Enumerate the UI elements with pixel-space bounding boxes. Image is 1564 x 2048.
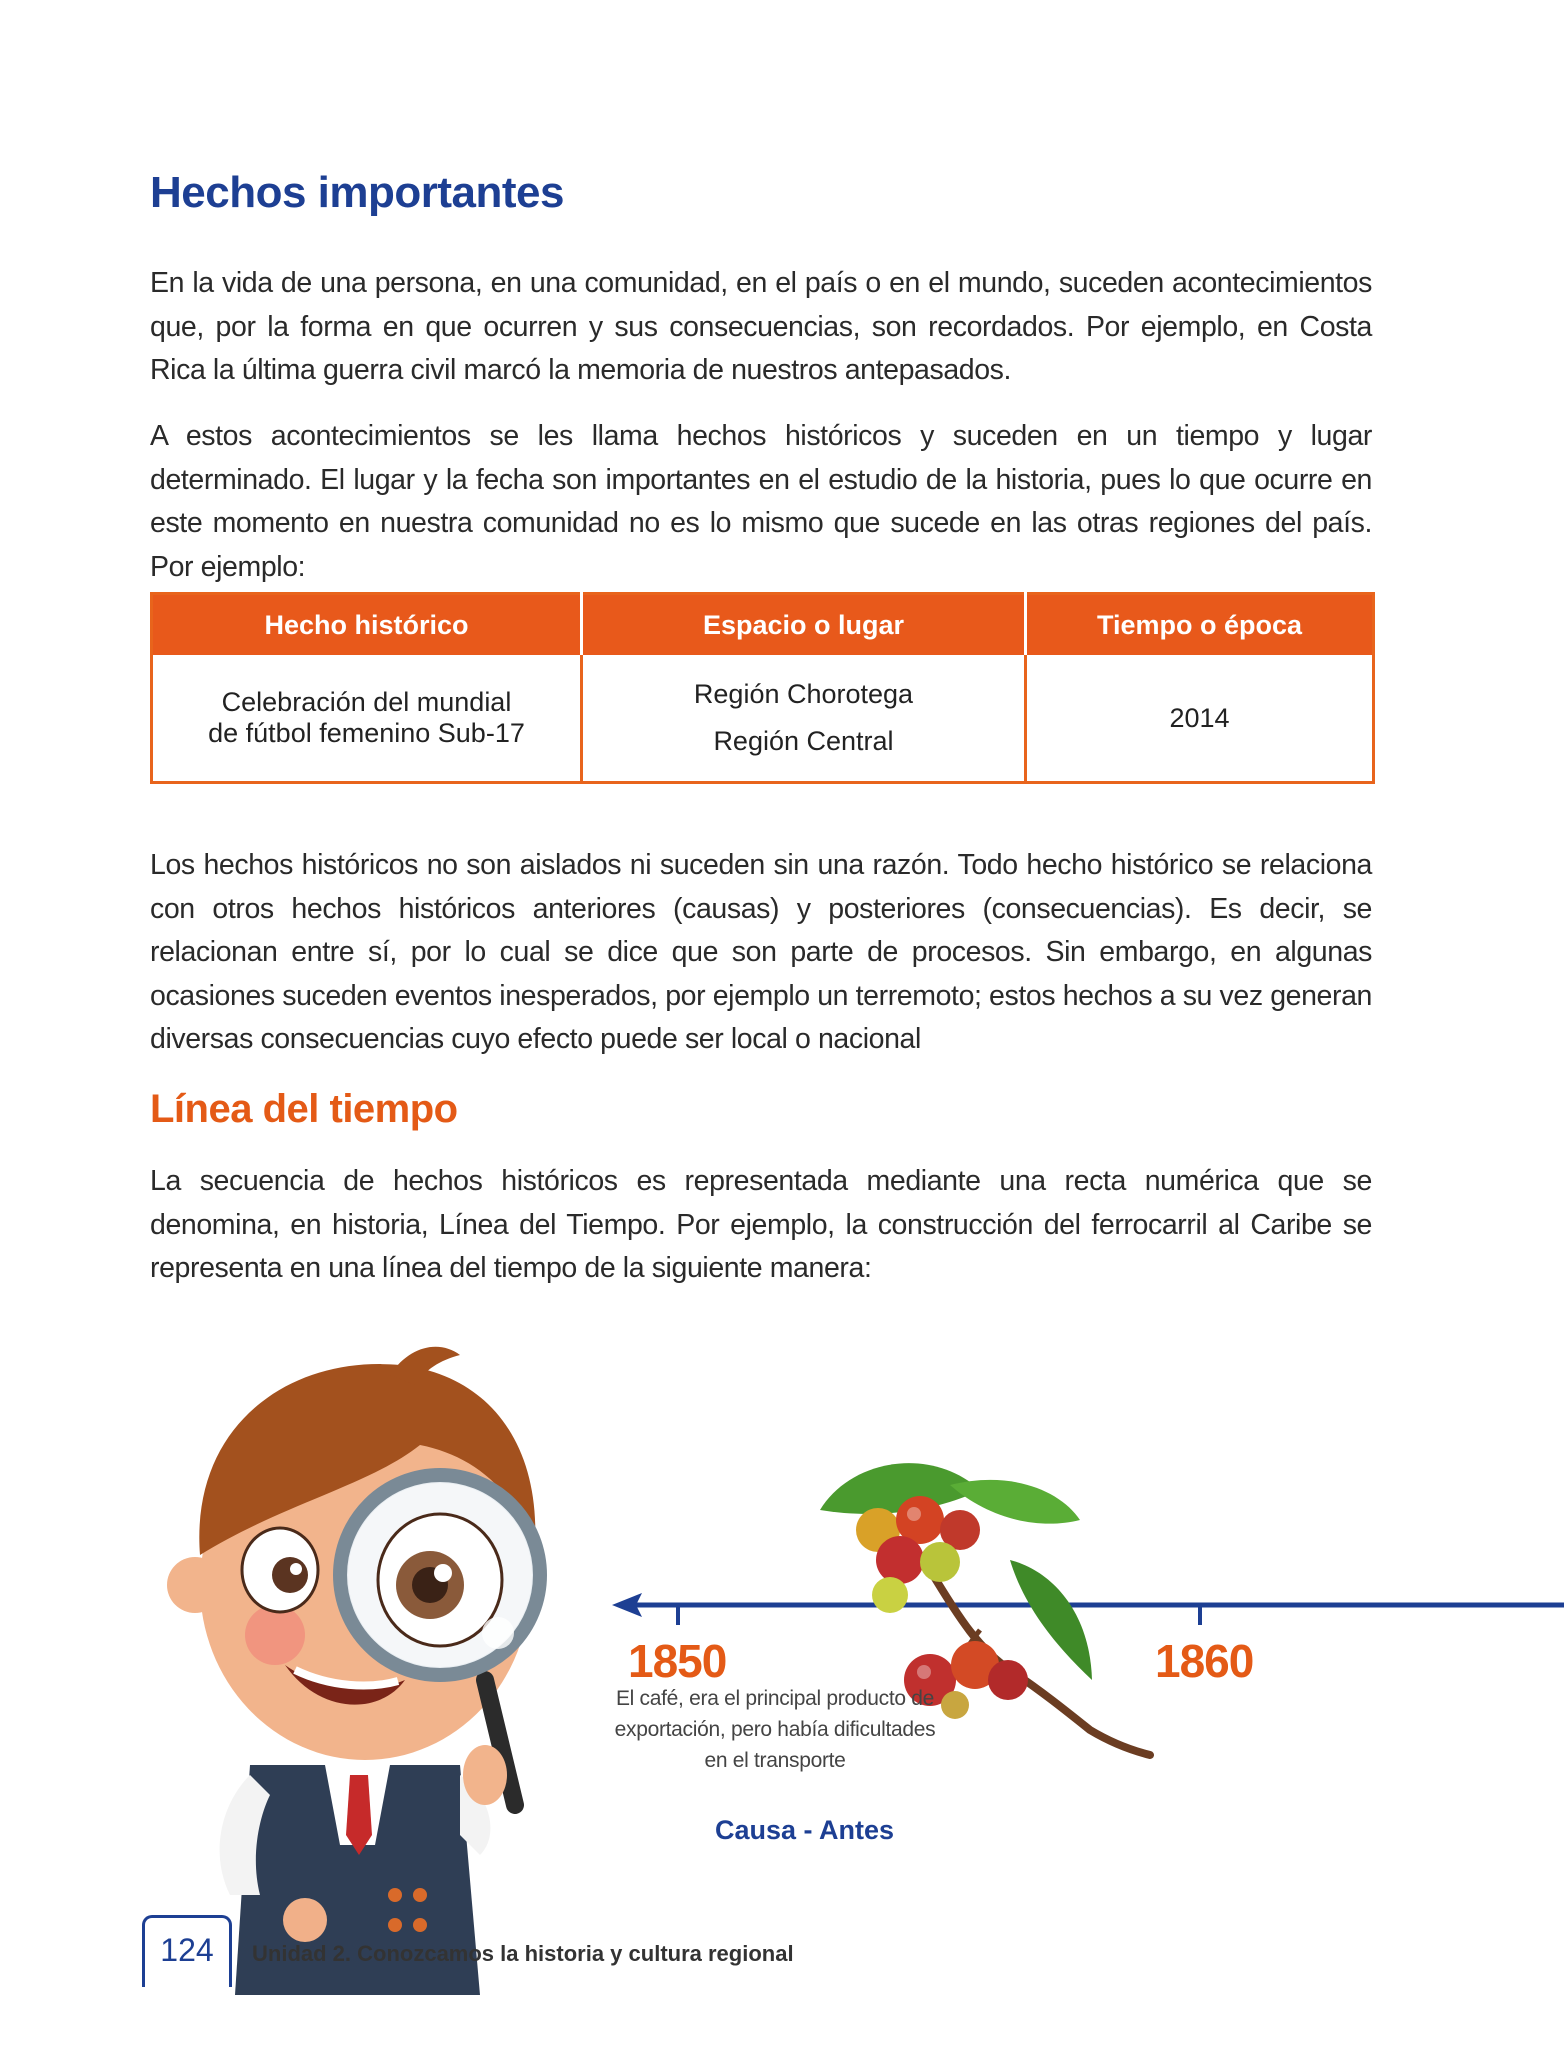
note-line-3: en el transporte xyxy=(704,1749,846,1772)
note-line-1: El café, era el principal producto de xyxy=(615,1687,935,1710)
historical-facts-table xyxy=(150,592,1375,784)
header-time: Tiempo o época xyxy=(1026,594,1374,656)
place-central: Región Central xyxy=(713,726,894,756)
cause-label: Causa - Antes xyxy=(715,1815,895,1845)
place-chorotega: Región Chorotega xyxy=(693,679,914,709)
boy-with-magnifier xyxy=(140,1335,600,1995)
unit-title: Conozcamos la historia y cultura regional xyxy=(357,1941,794,1966)
timeline-paragraph: La secuencia de hechos históricos es representada mediante una recta numérica que se denomina, en historia, Línea del Tiempo. Por ejemplo, la construcción del ferrocarril al Caribe se representa en una línea del tiempo de la siguiente manera: xyxy=(150,1165,1372,1284)
event-line-1: Celebración del mundial xyxy=(221,687,512,717)
definition-paragraph: A estos acontecimientos se les llama hechos históricos y suceden en un tiempo y lugar determinado. El lugar y la fecha son importantes en el estudio de la historia, pues lo que ocurre en este momento en nuestra comunidad no es lo mismo que sucede en las otras regiones del país. Por ejemplo: xyxy=(150,420,1372,583)
timeline-heading: Línea del tiempo xyxy=(150,1087,458,1131)
process-paragraph: Los hechos históricos no son aislados ni suceden sin una razón. Todo hecho histórico se relaciona con otros hechos históricos anteriores (causas) y posteriores (consecuencias). Es decir, se relacionan entre sí, por lo cual se dice que son parte de procesos. Sin embargo, en algunas ocasiones suceden eventos inesperados, por ejemplo un terremoto; estos hechos a su vez generan diversas consecuencias cuyo efecto puede ser local o nacional xyxy=(150,849,1372,1055)
note-line-2: exportación, pero había dificultades xyxy=(614,1718,936,1741)
cell-place xyxy=(582,655,1026,783)
event-line-2: de fútbol femenino Sub-17 xyxy=(208,718,525,748)
intro-paragraph: En la vida de una persona, en una comunidad, en el país o en el mundo, suceden acontecimientos que, por la forma en que ocurren y sus consecuencias, son recordados. Por ejemplo, en Costa Rica la última guerra civil marcó la memoria de nuestros antepasados. xyxy=(150,267,1372,386)
table-row xyxy=(152,655,1374,783)
year-1850-label: 1850 xyxy=(628,1635,727,1687)
header-historical-fact: Hecho histórico xyxy=(152,594,582,656)
year-1860-label: 1860 xyxy=(1155,1635,1254,1687)
cell-year: 2014 xyxy=(1026,655,1374,783)
footer-unit-title xyxy=(252,1941,794,1967)
timeline-note xyxy=(590,1683,960,1776)
cell-event xyxy=(152,655,582,783)
header-place: Espacio o lugar xyxy=(582,594,1026,656)
page-title: Hechos importantes xyxy=(150,168,564,217)
page-number: 124 xyxy=(142,1915,232,1987)
unit-prefix: Unidad 2. xyxy=(252,1941,358,1966)
table-header-row xyxy=(152,594,1374,656)
